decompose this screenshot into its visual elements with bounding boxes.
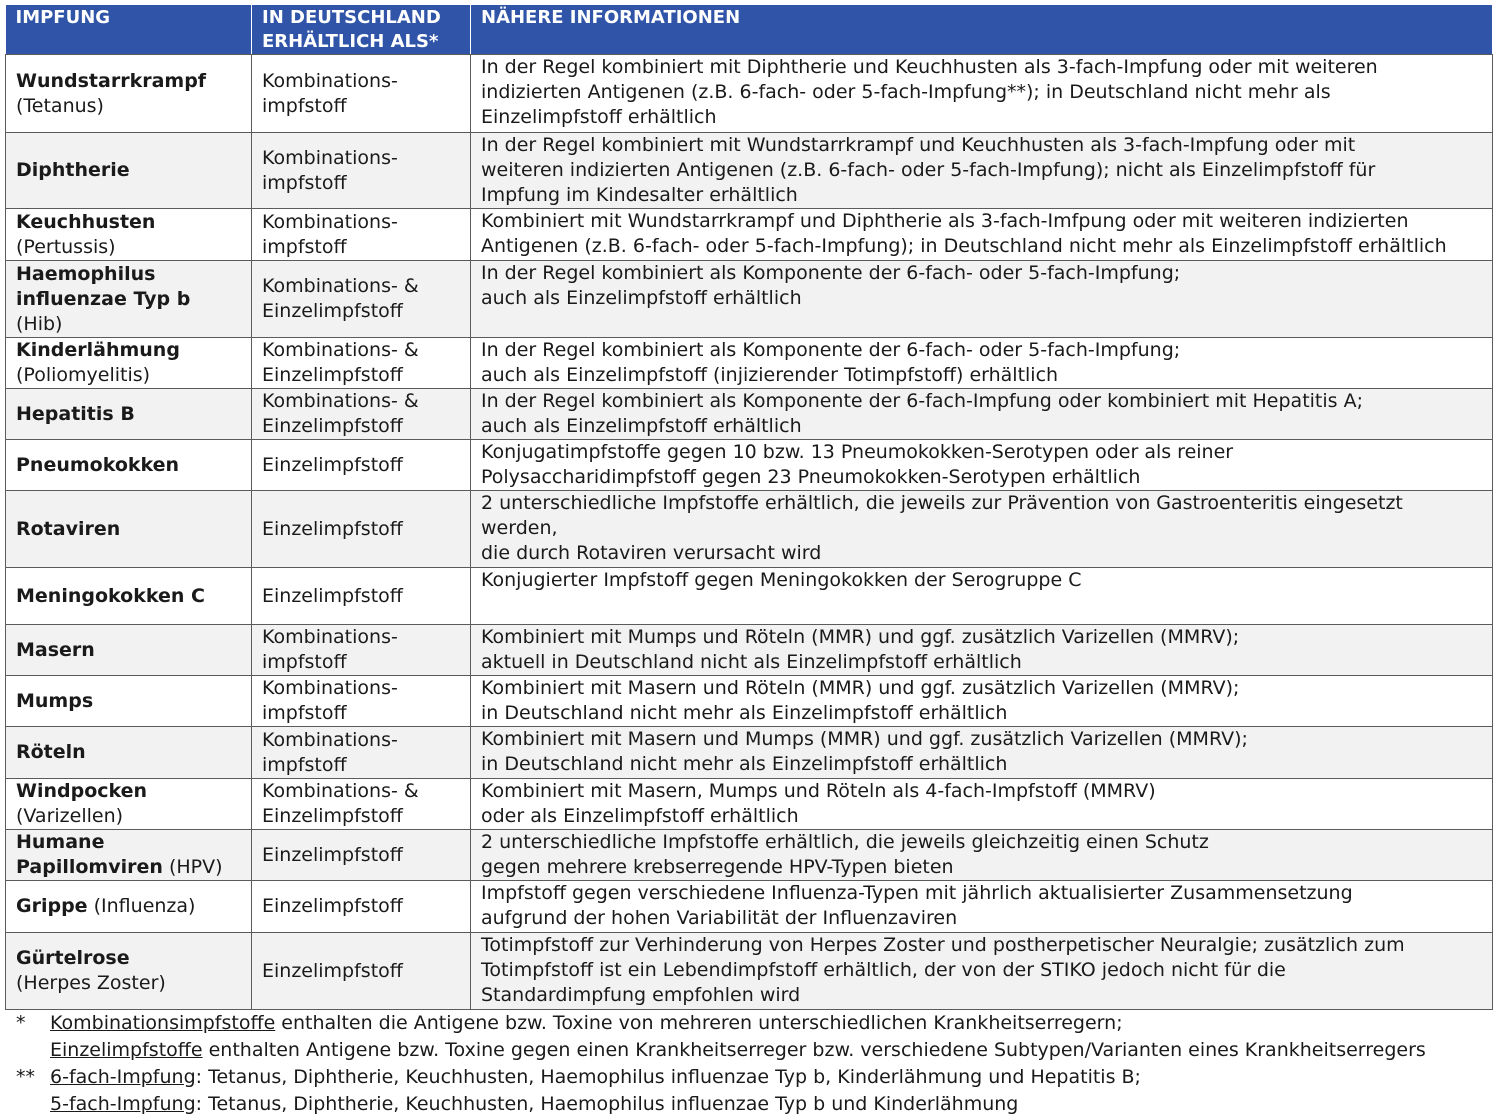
table-row (6, 440, 1493, 491)
vaccine-name: Röteln (16, 741, 86, 763)
table-row (6, 933, 1493, 1010)
availability-cell: Kombinations- impfstoff (252, 55, 471, 133)
table-row (6, 676, 1493, 727)
vaccine-name: Haemophilus influenzae Typ b (16, 262, 191, 310)
information-cell: Konjugatimpfstoffe gegen 10 bzw. 13 Pneumokokken-Serotypen oder als reiner Polysaccharidimpfstoff gegen 23 Pneumokokken-Serotypen erhältlich (471, 440, 1493, 491)
availability-cell: Einzelimpfstoff (252, 830, 471, 881)
table-row (6, 625, 1493, 676)
vaccine-name: Rotaviren (16, 517, 121, 540)
table-row (6, 261, 1493, 338)
vaccine-subname: (Hib) (16, 312, 63, 335)
footnote-text: enthalten Antigene bzw. Toxine gegen einen Krankheitserreger bzw. verschiedene Subtypen/Varianten eines Krankheitserregers (202, 1039, 1426, 1061)
vaccine-name-cell (6, 933, 252, 1010)
vaccine-name: Pneumokokken (16, 453, 180, 476)
table-body (6, 55, 1493, 1010)
footnotes (16, 1010, 1496, 1118)
table-row (6, 133, 1493, 209)
footnote (16, 1064, 1496, 1118)
table-row (6, 55, 1493, 133)
vaccine-name-cell (6, 676, 252, 727)
table-row (6, 881, 1493, 933)
vaccine-name: Diphtherie (16, 159, 130, 181)
vaccine-name: Hepatitis B (16, 402, 135, 425)
availability-cell: Kombinations- & Einzelimpfstoff (252, 338, 471, 389)
vaccine-name-cell (6, 779, 252, 830)
information-cell: In der Regel kombiniert als Komponente der 6-fach- oder 5-fach-Impfung; auch als Einzelimpfstoff (injizierender Totimpfstoff) erhältlich (471, 338, 1493, 389)
header-information: NÄHERE INFORMATIONEN (471, 5, 1493, 55)
information-cell: Kombiniert mit Masern und Mumps (MMR) und ggf. zusätzlich Varizellen (MMRV); in Deutschland nicht mehr als Einzelimpfstoff erhältlich (471, 727, 1493, 779)
availability-cell: Einzelimpfstoff (252, 881, 471, 933)
header-impfung: IMPFUNG (6, 5, 252, 55)
availability-cell: Kombinations- impfstoff (252, 209, 471, 261)
table-header (6, 5, 1493, 55)
vaccine-name: Masern (16, 638, 95, 661)
vaccine-name-cell (6, 625, 252, 676)
availability-cell: Einzelimpfstoff (252, 491, 471, 568)
information-cell: Kombiniert mit Wundstarrkrampf und Diphtherie als 3-fach-Imfpung oder mit weiteren indizierten Antigenen (z.B. 6-fach- oder 5-fach-Impfung); in Deutschland nicht mehr als Einzelimpfstoff erhältlich (471, 209, 1493, 261)
footnote-term: Einzelimpfstoffe (50, 1039, 203, 1061)
vaccine-subname: (Influenza) (93, 895, 196, 917)
information-cell: Impfstoff gegen verschiedene Influenza-Typen mit jährlich aktualisierter Zusammensetzung aufgrund der hohen Variabilität der Influenzaviren (471, 881, 1493, 933)
information-cell: Konjugierter Impfstoff gegen Meningokokken der Serogruppe C (471, 568, 1493, 625)
information-cell: Kombiniert mit Mumps und Röteln (MMR) und ggf. zusätzlich Varizellen (MMRV); aktuell in Deutschland nicht als Einzelimpfstoff erhältlich (471, 625, 1493, 676)
availability-cell: Einzelimpfstoff (252, 440, 471, 491)
vaccine-name-cell (6, 440, 252, 491)
availability-cell: Kombinations- impfstoff (252, 676, 471, 727)
information-cell: In der Regel kombiniert als Komponente der 6-fach-Impfung oder kombiniert mit Hepatitis A; auch als Einzelimpfstoff erhältlich (471, 389, 1493, 440)
footnote-term: Kombinationsimpfstoffe (50, 1012, 276, 1034)
vaccine-name-cell (6, 133, 252, 209)
footnote-mark: ** (16, 1066, 35, 1088)
vaccine-name: Mumps (16, 689, 94, 712)
table-row (6, 389, 1493, 440)
vaccine-name-cell (6, 55, 252, 133)
table-row (6, 779, 1493, 830)
vaccine-subname: (Varizellen) (16, 805, 124, 827)
vaccine-name-cell (6, 830, 252, 881)
footnote-line (50, 1091, 1141, 1118)
footnote-term: 5-fach-Impfung (50, 1093, 196, 1115)
footnote-mark: * (16, 1012, 26, 1034)
table-row (6, 727, 1493, 779)
vaccine-name-cell (6, 491, 252, 568)
vaccine-name-cell (6, 881, 252, 933)
vaccine-name-cell (6, 727, 252, 779)
information-cell: 2 unterschiedliche Impfstoffe erhältlich, die jeweils zur Prävention von Gastroenteritis eingesetzt werden, die durch Rotaviren verursacht wird (471, 491, 1493, 568)
vaccine-name: Kinderlähmung (16, 339, 180, 361)
information-cell: Kombiniert mit Masern und Röteln (MMR) und ggf. zusätzlich Varizellen (MMRV); in Deutschland nicht mehr als Einzelimpfstoff erhältlich (471, 676, 1493, 727)
information-cell: In der Regel kombiniert mit Diphtherie und Keuchhusten als 3-fach-Impfung oder mit weiteren indizierten Antigenen (z.B. 6-fach- oder 5-fach-Impfung**); in Deutschland nicht mehr als Einzelimpfstoff erhältlich (471, 55, 1493, 133)
footnote-term: 6-fach-Impfung (50, 1066, 196, 1088)
availability-cell: Einzelimpfstoff (252, 933, 471, 1010)
vaccine-name-cell (6, 568, 252, 625)
footnote-line (50, 1064, 1141, 1091)
availability-cell: Kombinations- impfstoff (252, 727, 471, 779)
footnote-line (50, 1010, 1426, 1037)
information-cell: In der Regel kombiniert als Komponente der 6-fach- oder 5-fach-Impfung; auch als Einzelimpfstoff erhältlich (471, 261, 1493, 338)
table-row (6, 830, 1493, 881)
availability-cell: Einzelimpfstoff (252, 568, 471, 625)
vaccine-name: Keuchhusten (16, 210, 156, 233)
availability-cell: Kombinations- & Einzelimpfstoff (252, 261, 471, 338)
vaccine-name: Gürtelrose (16, 947, 130, 969)
vaccine-subname: (HPV) (168, 856, 223, 878)
vaccine-name-cell (6, 209, 252, 261)
information-cell: 2 unterschiedliche Impfstoffe erhältlich, die jeweils gleichzeitig einen Schutz gegen mehrere krebserregende HPV-Typen bieten (471, 830, 1493, 881)
vaccine-name-cell (6, 338, 252, 389)
vaccine-name: Humane Papillomviren (16, 831, 163, 878)
availability-cell: Kombinations- & Einzelimpfstoff (252, 779, 471, 830)
header-availability: IN DEUTSCHLAND ERHÄLTLICH ALS* (252, 5, 471, 55)
footnote-text: enthalten die Antigene bzw. Toxine von mehreren unterschiedlichen Krankheitserregern; (275, 1012, 1123, 1034)
footnote-line (50, 1037, 1426, 1064)
information-cell: In der Regel kombiniert mit Wundstarrkrampf und Keuchhusten als 3-fach-Impfung oder mit weiteren indizierten Antigenen (z.B. 6-fach- oder 5-fach-Impfung); nicht als Einzelimpfstoff für Impfung im Kindesalter erhältlich (471, 133, 1493, 209)
vaccination-table (5, 5, 1493, 1010)
information-cell: Kombiniert mit Masern, Mumps und Röteln als 4-fach-Impfstoff (MMRV) oder als Einzelimpfstoff erhältlich (471, 779, 1493, 830)
footnote-text: : Tetanus, Diphtherie, Keuchhusten, Haemophilus influenzae Typ b, Kinderlähmung und Hepatitis B; (195, 1066, 1141, 1088)
footnote (16, 1010, 1496, 1064)
table-row (6, 568, 1493, 625)
vaccine-name: Wundstarrkrampf (16, 69, 207, 92)
vaccine-name: Meningokokken C (16, 584, 205, 607)
vaccine-subname: (Poliomyelitis) (16, 364, 151, 386)
footnote-text: : Tetanus, Diphtherie, Keuchhusten, Haemophilus influenzae Typ b und Kinderlähmung (195, 1093, 1019, 1115)
vaccine-name-cell (6, 261, 252, 338)
vaccine-subname: (Tetanus) (16, 94, 104, 117)
information-cell: Totimpfstoff zur Verhinderung von Herpes Zoster und postherpetischer Neuralgie; zusätzlich zum Totimpfstoff ist ein Lebendimpfstoff erhältlich, der von der STIKO jedoch nicht für die Standardimpfung empfohlen wird (471, 933, 1493, 1010)
availability-cell: Kombinations- & Einzelimpfstoff (252, 389, 471, 440)
vaccine-subname: (Herpes Zoster) (16, 972, 166, 994)
table-row (6, 491, 1493, 568)
table-row (6, 209, 1493, 261)
vaccine-name: Grippe (16, 895, 88, 917)
table-row (6, 338, 1493, 389)
vaccine-name-cell (6, 389, 252, 440)
vaccine-subname: (Pertussis) (16, 235, 116, 258)
availability-cell: Kombinations- impfstoff (252, 133, 471, 209)
vaccine-name: Windpocken (16, 780, 148, 802)
availability-cell: Kombinations- impfstoff (252, 625, 471, 676)
